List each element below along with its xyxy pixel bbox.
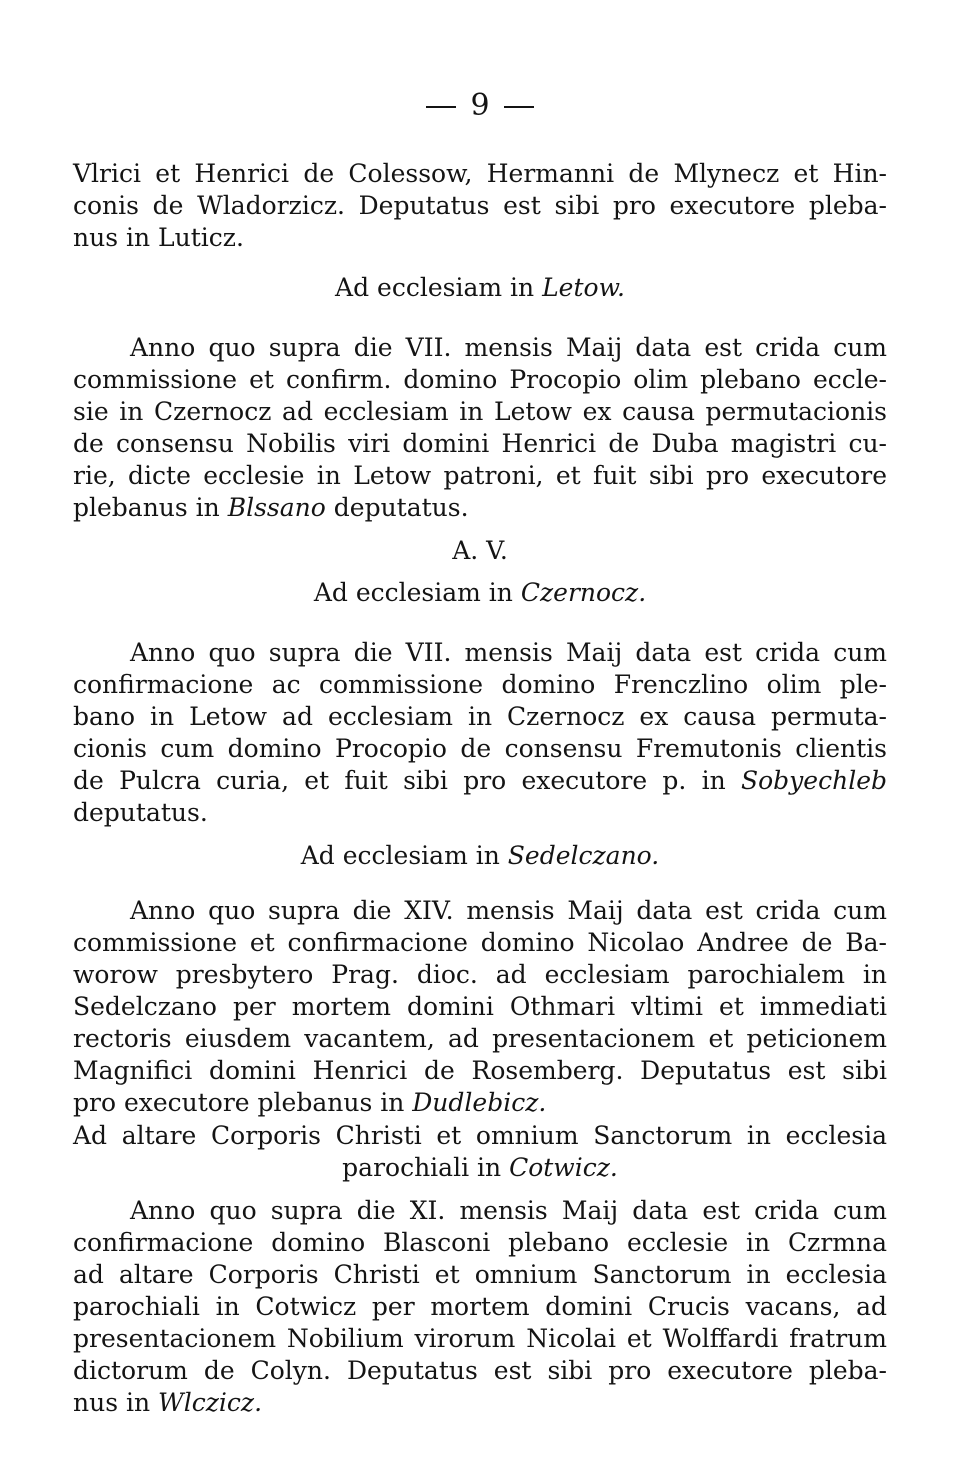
page-number: 9 bbox=[0, 88, 960, 124]
paragraph-line bbox=[73, 991, 887, 1023]
italic-place-name: Wlczicz. bbox=[158, 1388, 263, 1417]
paragraph-line bbox=[73, 669, 887, 701]
line-text: parochiali in bbox=[342, 1153, 510, 1182]
italic-place-name: Cotwicz. bbox=[509, 1153, 618, 1182]
line-text: Ad ecclesiam in bbox=[300, 841, 508, 870]
italic-place-name: Czernocz. bbox=[520, 578, 647, 607]
paragraph-line bbox=[73, 765, 887, 797]
section-heading-line bbox=[73, 1120, 887, 1152]
paragraph-line bbox=[73, 959, 887, 991]
line-text: rie, dicte ecclesie in Letow patroni, et fuit sibi pro executore bbox=[73, 461, 887, 490]
line-text: A. V. bbox=[452, 536, 508, 565]
paragraph-line bbox=[73, 396, 887, 428]
line-text: parochiali in Cotwicz per mortem domini Crucis vacans, ad bbox=[73, 1292, 887, 1321]
italic-place-name: Blssano bbox=[227, 493, 326, 522]
line-text: confirmacione domino Blasconi plebano ecclesie in Czrmna bbox=[73, 1228, 887, 1257]
line-text: Magnifici domini Henrici de Rosemberg. Deputatus est sibi bbox=[73, 1056, 887, 1085]
line-text: Anno quo supra die XIV. mensis Maij data est crida cum bbox=[130, 896, 887, 925]
line-text: sie in Czernocz ad ecclesiam in Letow ex causa permutacionis bbox=[73, 397, 887, 426]
section-heading bbox=[73, 577, 887, 609]
line-text-after: deputatus. bbox=[325, 493, 469, 522]
paragraph-line bbox=[73, 1259, 887, 1291]
line-text: de Pulcra curia, et fuit sibi pro executore p. in bbox=[73, 766, 741, 795]
paragraph-line bbox=[73, 1323, 887, 1355]
italic-place-name: Letow. bbox=[542, 273, 625, 302]
line-text: nus in Luticz. bbox=[73, 223, 244, 252]
paragraph-line bbox=[73, 460, 887, 492]
section-heading bbox=[73, 535, 887, 567]
line-text: Ad ecclesiam in bbox=[313, 578, 521, 607]
line-text: Ad altare Corporis Christi et omnium Sanctorum in ecclesia bbox=[73, 1121, 887, 1150]
line-text: worow presbytero Prag. dioc. ad ecclesiam parochialem in bbox=[73, 960, 887, 989]
paragraph-line bbox=[73, 733, 887, 765]
paragraph-line bbox=[130, 332, 887, 364]
paragraph-line bbox=[73, 1023, 887, 1055]
paragraph-line bbox=[73, 1055, 887, 1087]
paragraph-line bbox=[73, 492, 887, 524]
line-text: Anno quo supra die VII. mensis Maij data est crida cum bbox=[130, 333, 887, 362]
line-text: Sedelczano per mortem domini Othmari vltimi et immediati bbox=[73, 992, 887, 1021]
line-text: commissione et confirmacione domino Nicolao Andree de Ba- bbox=[73, 928, 887, 957]
line-text: presentacionem Nobilium virorum Nicolai et Wolffardi fratrum bbox=[73, 1324, 887, 1353]
paragraph-line bbox=[130, 895, 887, 927]
paragraph-line bbox=[73, 1387, 887, 1419]
paragraph-line bbox=[73, 364, 887, 396]
paragraph-line bbox=[73, 428, 887, 460]
paragraph-line bbox=[73, 701, 887, 733]
paragraph-line bbox=[73, 1291, 887, 1323]
paragraph-line bbox=[73, 190, 887, 222]
line-text: pro executore plebanus in bbox=[73, 1088, 413, 1117]
line-text: nus in bbox=[73, 1388, 159, 1417]
paragraph-line bbox=[130, 637, 887, 669]
dash-right bbox=[504, 106, 534, 108]
dash-left bbox=[426, 106, 456, 108]
line-text: commissione et confirm. domino Procopio olim plebano eccle- bbox=[73, 365, 887, 394]
italic-place-name: Sedelczano. bbox=[507, 841, 660, 870]
section-heading bbox=[73, 840, 887, 872]
section-heading-line bbox=[73, 1152, 887, 1184]
paragraph-line bbox=[130, 1195, 887, 1227]
paragraph-line bbox=[73, 1355, 887, 1387]
line-text: deputatus. bbox=[73, 798, 208, 827]
line-text: rectoris eiusdem vacantem, ad presentacionem et peticionem bbox=[73, 1024, 887, 1053]
line-text: plebanus in bbox=[73, 493, 228, 522]
italic-place-name: Sobyechleb bbox=[741, 766, 887, 795]
line-text: cionis cum domino Procopio de consensu Fremutonis clientis bbox=[73, 734, 887, 763]
paragraph-line bbox=[73, 797, 887, 829]
line-text: Anno quo supra die XI. mensis Maij data est crida cum bbox=[130, 1196, 887, 1225]
paragraph-line bbox=[73, 158, 887, 190]
paragraph-line bbox=[73, 1227, 887, 1259]
line-text: Ad ecclesiam in bbox=[335, 273, 543, 302]
line-text: ad altare Corporis Christi et omnium Sanctorum in ecclesia bbox=[73, 1260, 887, 1289]
line-text: de consensu Nobilis viri domini Henrici de Duba magistri cu- bbox=[73, 429, 887, 458]
line-text: bano in Letow ad ecclesiam in Czernocz ex causa permuta- bbox=[73, 702, 887, 731]
paragraph-line bbox=[73, 222, 887, 254]
paragraph-line bbox=[73, 927, 887, 959]
line-text: Vlrici et Henrici de Colessow, Hermanni de Mlynecz et Hin- bbox=[73, 159, 887, 188]
italic-place-name: Dudlebicz. bbox=[412, 1088, 547, 1117]
section-heading bbox=[73, 272, 887, 304]
line-text: Anno quo supra die VII. mensis Maij data est crida cum bbox=[130, 638, 887, 667]
line-text: conis de Wladorzicz. Deputatus est sibi pro executore pleba- bbox=[73, 191, 887, 220]
line-text: confirmacione ac commissione domino Frenczlino olim ple- bbox=[73, 670, 887, 699]
paragraph-line bbox=[73, 1087, 887, 1119]
line-text: dictorum de Colyn. Deputatus est sibi pro executore pleba- bbox=[73, 1356, 887, 1385]
